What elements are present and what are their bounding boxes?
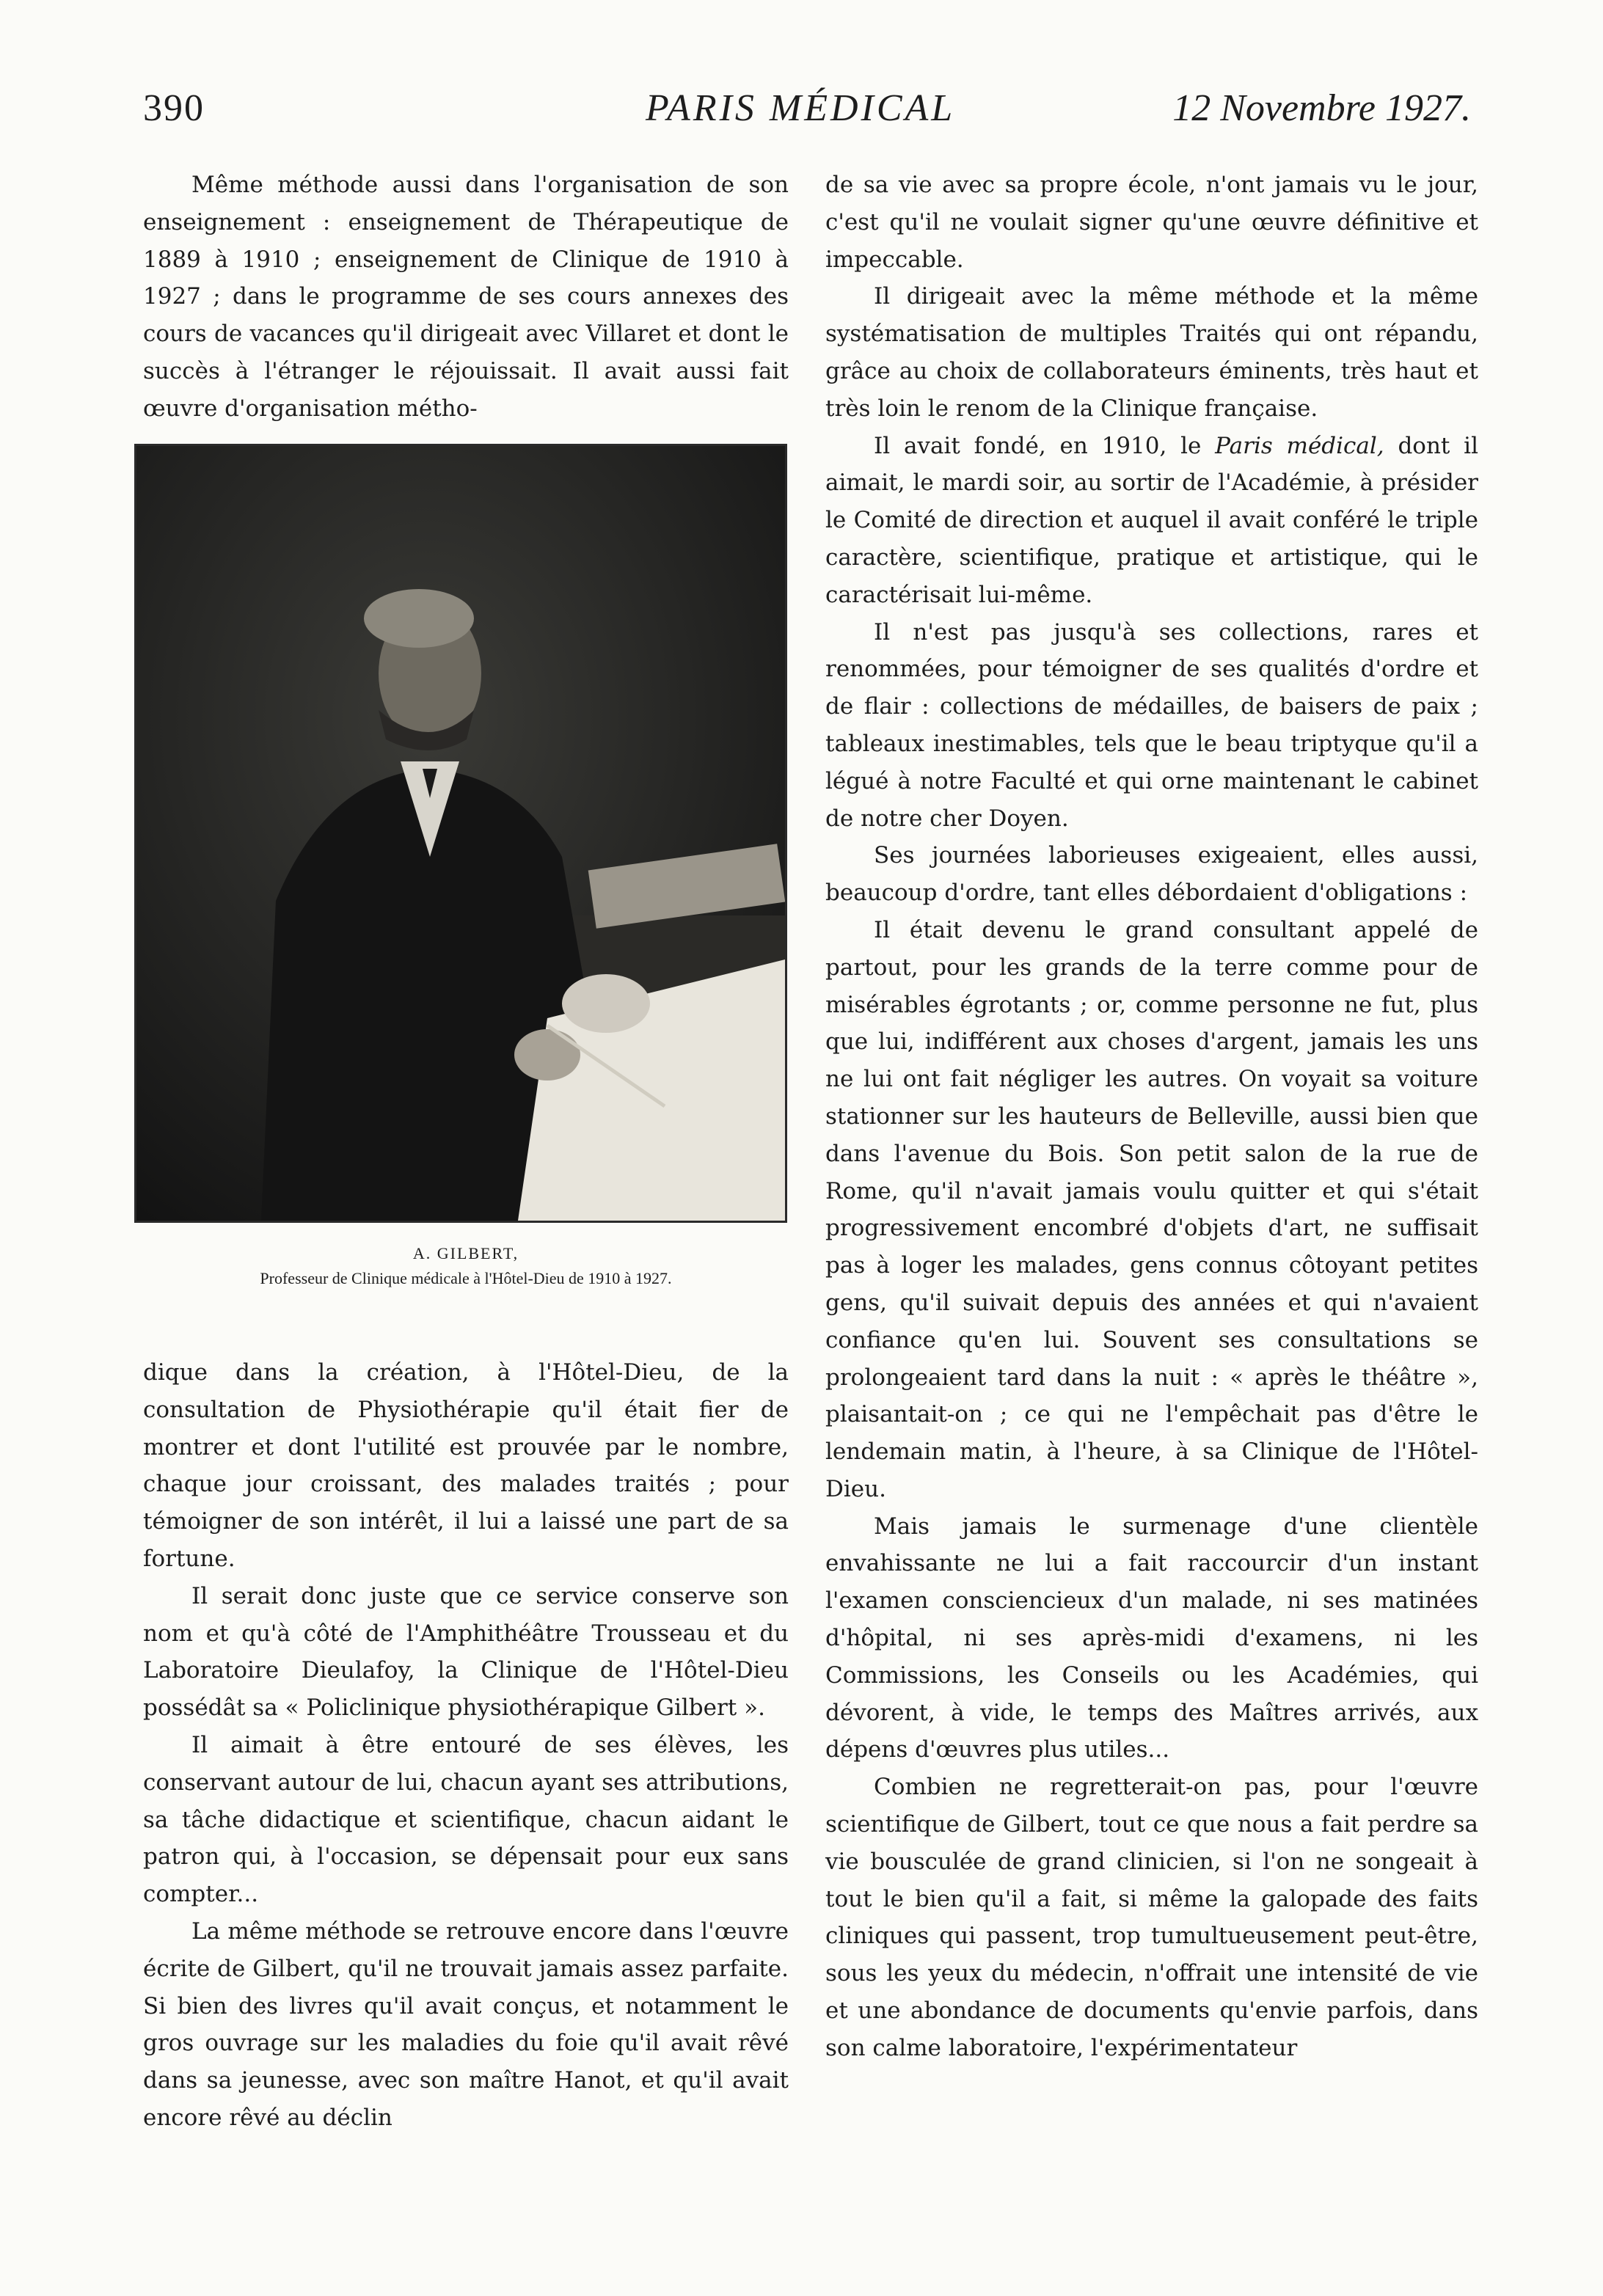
paragraph: Même méthode aussi dans l'organisation de son enseignement : enseignement de Thérapeutique de 1889 à 1910 ; enseignement de Clinique de 1910 à 1927 ; dans le programme de ses cours annexes des cours de vacances qu'il dirigeait avec Villaret et dont le succès à l'étranger le réjouissait. Il avait aussi fait œuvre d'organisation métho- [143, 172, 789, 422]
left-column-top [143, 167, 789, 428]
paragraph: Il aimait à être entouré de ses élèves, les conservant autour de lui, chacun ayant ses attributions, sa tâche didactique et scientifique, chacun aidant le patron qui, à l'occasion, se dépensait pour eux sans compter... [143, 1731, 789, 1908]
paragraph: dique dans la création, à l'Hôtel-Dieu, de la consultation de Physiothérapie qu'il était fier de montrer et dont l'utilité est prouvée par le nombre, chaque jour croissant, des malades traités ; pour témoigner de son intérêt, il lui a laissé une part de sa fortune. [143, 1359, 789, 1572]
paragraph: Mais jamais le surmenage d'une clientèle envahissante ne lui a fait raccourcir d'un instant l'examen consciencieux d'un malade, ni ses matinées d'hôpital, ni ses après-midi d'examens, ni les Commissions, les Conseils ou les Académies, qui dévorent, à vide, le temps des Maîtres arrivés, aux dépens d'œuvres plus utiles... [825, 1513, 1478, 1763]
masthead: PARIS MÉDICAL [646, 87, 956, 129]
figure-caption-description: Professeur de Clinique médicale à l'Hôtel-Dieu de 1910 à 1927. [260, 1269, 672, 1287]
paragraph: de sa vie avec sa propre école, n'ont jamais vu le jour, c'est qu'il ne voulait signer qu'une œuvre définitive et impeccable. [825, 172, 1478, 273]
journal-title: Paris médical, [1215, 432, 1384, 459]
page-number: 390 [143, 87, 205, 129]
portrait-photo [134, 444, 787, 1223]
paragraph: La même méthode se retrouve encore dans l'œuvre écrite de Gilbert, qu'il ne trouvait jamais assez parfaite. Si bien des livres qu'il avait conçus, et notamment le gros ouvrage sur les maladies du foie qu'il avait rêvé dans sa jeunesse, avec son maître Hanot, et qu'il avait encore rêvé au déclin [143, 1917, 789, 2131]
paragraph: Ses journées laborieuses exigeaient, elles aussi, beaucoup d'ordre, tant elles débordaient d'obligations : [825, 842, 1478, 907]
issue-date: 12 Novembre 1927. [1172, 87, 1471, 129]
figure-caption-name: A. GILBERT, [412, 1244, 519, 1262]
paragraph: Il n'est pas jusqu'à ses collections, rares et renommées, pour témoigner de ses qualités d'ordre et de flair : collections de médailles, de baisers de paix ; tableaux inestimables, tels que le beau triptyque qu'il a légué à notre Faculté et qui orne maintenant le cabinet de notre cher Doyen. [825, 618, 1478, 832]
text-run: dont il aimait, le mardi soir, au sortir de l'Académie, à présider le Comité de direction et auquel il avait conféré le triple caractère, scientifique, pratique et artistique, qui le caractérisait lui-même. [825, 432, 1478, 608]
paragraph: Il était devenu le grand consultant appelé de partout, pour les grands de la terre comme pour de misérables égrotants ; or, comme personne ne fut, plus que lui, indifférent aux choses d'argent, jamais les uns ne lui ont fait négliger les autres. On voyait sa voiture stationner sur les hauteurs de Belleville, aussi bien que dans l'avenue du Bois. Son petit salon de la rue de Rome, qu'il n'avait jamais voulu quitter et qui s'était progressivement encombré d'objets d'art, ne suffisait pas à loger les malades, gens connus côtoyant petites gens, qu'il suivait depuis des années et qui n'avaient confiance qu'en lui. Souvent ses consultations se prolongeaient tard dans la nuit : « après le théâtre », plaisantait-on ; ce qui ne l'empêchait pas d'être le lendemain matin, à l'heure, à sa Clinique de l'Hôtel-Dieu. [825, 916, 1478, 1502]
page-header [143, 87, 1471, 145]
paragraph: Il dirigeait avec la même méthode et la même systématisation de multiples Traités qui ont répandu, grâce au choix de collaborateurs éminents, très haut et très loin le renom de la Clinique française. [825, 283, 1478, 422]
text-run: Il avait fondé, en 1910, le [874, 432, 1216, 459]
right-column [825, 167, 1478, 2067]
paragraph: Combien ne regretterait-on pas, pour l'œuvre scientifique de Gilbert, tout ce que nous a fait perdre sa vie bousculée de grand clinicien, si l'on ne songeait à tout le bien qu'il a fait, si même la galopade des faits cliniques qui passent, trop tumultueusement peut-être, sous les yeux du médecin, n'offrait une intensité de vie et une abondance de documents qu'envie parfois, dans son calme laboratoire, l'expérimentateur [825, 1774, 1478, 2061]
portrait-image [136, 446, 785, 1221]
paragraph [825, 428, 1478, 614]
left-column-bottom [143, 1354, 789, 2137]
paragraph: Il serait donc juste que ce service conserve son nom et qu'à côté de l'Amphithéâtre Trousseau et du Laboratoire Dieulafoy, la Clinique de l'Hôtel-Dieu possédât sa « Policlinique physiothérapique Gilbert ». [143, 1582, 789, 1722]
